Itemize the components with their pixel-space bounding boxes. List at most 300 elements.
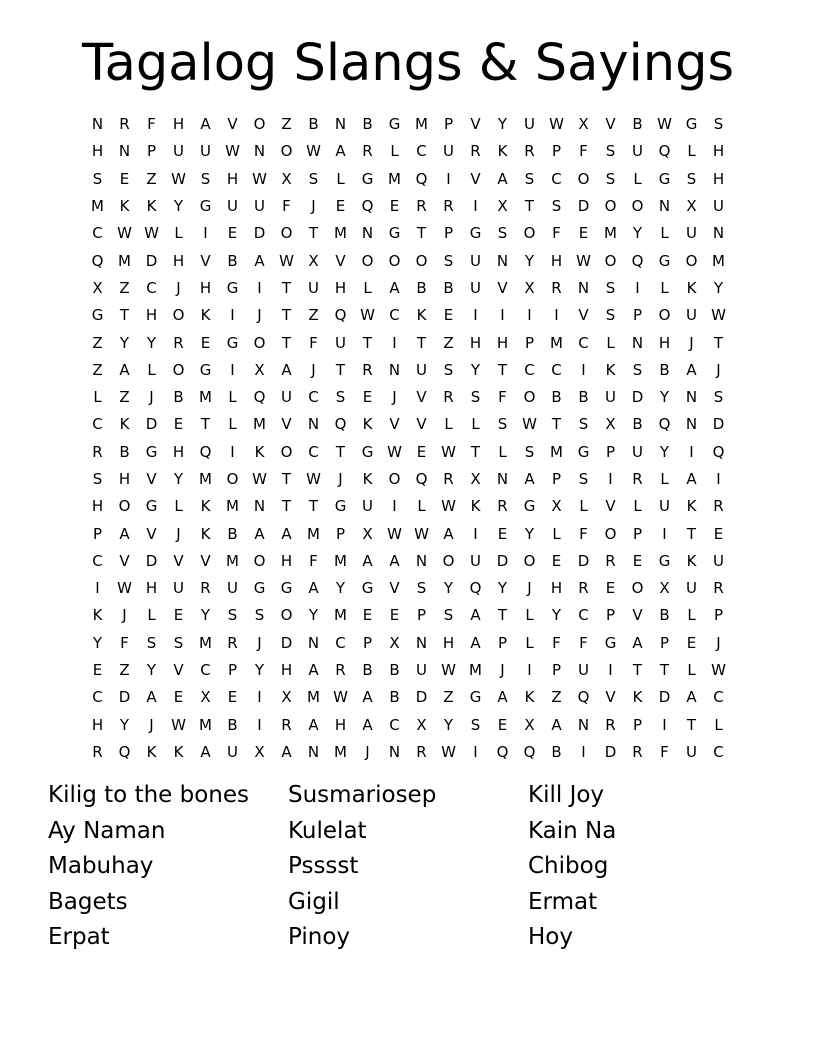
grid-cell: P bbox=[416, 606, 427, 625]
grid-cell: N bbox=[388, 360, 401, 379]
grid-cell: K bbox=[686, 278, 697, 297]
grid-cell: W bbox=[171, 169, 186, 188]
grid-cell: O bbox=[685, 251, 698, 270]
word-list-item: Pinoy bbox=[288, 924, 351, 951]
grid-cell: B bbox=[659, 606, 670, 625]
grid-cell: N bbox=[496, 470, 509, 488]
grid-cell: E bbox=[632, 551, 643, 570]
grid-cell: B bbox=[119, 442, 130, 461]
grid-cell: P bbox=[497, 633, 508, 652]
grid-cell: P bbox=[551, 142, 562, 161]
grid-cell: S bbox=[92, 470, 103, 488]
grid-cell: P bbox=[524, 333, 535, 352]
word-list-item: Ay Naman bbox=[48, 817, 166, 844]
grid-cell: I bbox=[257, 688, 262, 707]
grid-cell: A bbox=[686, 688, 697, 707]
grid-cell: E bbox=[578, 224, 589, 243]
grid-cell: P bbox=[335, 524, 346, 543]
grid-cell: Y bbox=[443, 579, 454, 598]
grid-cell: H bbox=[496, 333, 509, 352]
grid-cell: W bbox=[441, 442, 456, 461]
grid-cell: G bbox=[658, 169, 671, 188]
grid-cell: R bbox=[551, 278, 562, 297]
grid-row bbox=[84, 247, 732, 274]
grid-cell: I bbox=[257, 715, 262, 734]
grid-cell: M bbox=[388, 169, 401, 188]
grid-cell: L bbox=[687, 606, 696, 625]
grid-cell: R bbox=[497, 497, 508, 516]
grid-cell: N bbox=[577, 278, 590, 297]
grid-cell: A bbox=[470, 606, 481, 625]
grid-cell: C bbox=[416, 142, 427, 161]
grid-cell: T bbox=[281, 278, 292, 297]
grid-cell: E bbox=[389, 197, 400, 216]
grid-cell: X bbox=[551, 497, 562, 516]
grid-cell: U bbox=[335, 333, 346, 352]
grid-cell: H bbox=[712, 169, 725, 188]
grid-cell: H bbox=[712, 142, 725, 161]
grid-cell: K bbox=[524, 688, 535, 707]
grid-cell: E bbox=[443, 306, 454, 325]
grid-cell: C bbox=[335, 633, 346, 652]
grid-cell: O bbox=[415, 251, 428, 270]
grid-cell: V bbox=[497, 278, 508, 297]
grid-cell: A bbox=[686, 360, 697, 379]
grid-cell: B bbox=[173, 388, 184, 407]
grid-cell: R bbox=[362, 360, 373, 379]
grid-cell: K bbox=[605, 360, 616, 379]
grid-cell: Y bbox=[335, 579, 346, 598]
grid-cell: B bbox=[551, 388, 562, 407]
grid-cell: R bbox=[416, 197, 427, 216]
grid-cell: L bbox=[471, 415, 480, 434]
page-title: Tagalog Slangs & Sayings bbox=[81, 34, 735, 93]
grid-cell: M bbox=[199, 633, 212, 652]
grid-cell: C bbox=[200, 661, 211, 680]
word-list-item: Susmariosep bbox=[288, 782, 437, 808]
grid-cell: S bbox=[92, 169, 103, 188]
grid-cell: L bbox=[552, 524, 561, 543]
grid-cell: L bbox=[687, 142, 696, 161]
grid-cell: V bbox=[578, 306, 589, 325]
grid-cell: T bbox=[119, 306, 130, 325]
grid-cell: S bbox=[605, 306, 616, 325]
grid-cell: S bbox=[497, 415, 508, 434]
grid-cell: T bbox=[497, 360, 508, 379]
grid-cell: N bbox=[307, 633, 320, 652]
grid-cell: S bbox=[443, 606, 454, 625]
grid-cell: Y bbox=[524, 251, 535, 270]
grid-cell: I bbox=[473, 197, 478, 216]
grid-cell: P bbox=[227, 661, 238, 680]
grid-cell: E bbox=[497, 524, 508, 543]
grid-cell: R bbox=[632, 742, 643, 761]
grid-cell: G bbox=[469, 224, 482, 243]
grid-cell: Y bbox=[119, 333, 130, 352]
grid-cell: U bbox=[308, 278, 319, 297]
grid-cell: B bbox=[389, 688, 400, 707]
grid-cell: Q bbox=[361, 197, 374, 216]
grid-cell: I bbox=[554, 306, 559, 325]
grid-row bbox=[84, 630, 732, 657]
grid-cell: V bbox=[200, 551, 211, 570]
grid-cell: C bbox=[308, 388, 319, 407]
grid-cell: S bbox=[632, 360, 643, 379]
grid-cell: O bbox=[280, 606, 293, 625]
grid-cell: W bbox=[522, 415, 537, 434]
grid-cell: I bbox=[608, 661, 613, 680]
grid-cell: Y bbox=[470, 360, 481, 379]
grid-cell: T bbox=[713, 333, 724, 352]
grid-cell: W bbox=[441, 497, 456, 516]
grid-cell: A bbox=[389, 278, 400, 297]
grid-cell: J bbox=[311, 360, 316, 379]
grid-cell: S bbox=[686, 169, 697, 188]
grid-cell: V bbox=[173, 661, 184, 680]
grid-cell: Z bbox=[443, 688, 454, 707]
grid-cell: T bbox=[281, 306, 292, 325]
grid-cell: A bbox=[146, 688, 157, 707]
grid-cell: K bbox=[200, 306, 211, 325]
grid-cell: R bbox=[362, 142, 373, 161]
grid-cell: W bbox=[252, 470, 267, 488]
grid-cell: R bbox=[227, 633, 238, 652]
grid-cell: A bbox=[254, 251, 265, 270]
grid-cell: L bbox=[660, 470, 669, 488]
grid-cell: A bbox=[254, 524, 265, 543]
grid-cell: B bbox=[308, 115, 319, 134]
grid-cell: A bbox=[632, 633, 643, 652]
grid-cell: V bbox=[227, 115, 238, 134]
grid-cell: U bbox=[605, 388, 616, 407]
grid-cell: W bbox=[306, 470, 321, 488]
grid-cell: H bbox=[91, 142, 104, 161]
grid-cell: A bbox=[362, 688, 373, 707]
grid-cell: K bbox=[362, 470, 373, 488]
grid-cell: P bbox=[605, 606, 616, 625]
grid-cell: S bbox=[578, 470, 589, 488]
grid-cell: K bbox=[200, 524, 211, 543]
grid-cell: M bbox=[226, 497, 239, 516]
grid-cell: D bbox=[658, 688, 671, 707]
grid-cell: N bbox=[496, 251, 509, 270]
word-list-item: Kilig to the bones bbox=[48, 782, 250, 808]
grid-cell: B bbox=[578, 388, 589, 407]
grid-cell: S bbox=[497, 224, 508, 243]
grid-cell: W bbox=[387, 442, 402, 461]
grid-cell: F bbox=[552, 224, 561, 243]
grid-cell: W bbox=[657, 115, 672, 134]
word-list-item: Kain Na bbox=[528, 817, 617, 844]
grid-cell: J bbox=[176, 278, 181, 297]
grid-cell: W bbox=[333, 688, 348, 707]
grid-cell: Y bbox=[92, 633, 103, 652]
grid-cell: P bbox=[92, 524, 103, 543]
grid-cell: D bbox=[253, 224, 266, 243]
grid-cell: L bbox=[525, 633, 534, 652]
grid-cell: C bbox=[92, 224, 103, 243]
grid-cell: Q bbox=[253, 388, 266, 407]
word-list-item: Psssst bbox=[288, 853, 359, 880]
grid-cell: I bbox=[257, 278, 262, 297]
grid-cell: W bbox=[414, 524, 429, 543]
grid-cell: O bbox=[253, 333, 266, 352]
grid-cell: P bbox=[659, 633, 670, 652]
grid-cell: K bbox=[254, 442, 265, 461]
grid-cell: M bbox=[712, 251, 725, 270]
grid-row bbox=[84, 329, 732, 356]
grid-cell: G bbox=[685, 115, 698, 134]
grid-cell: E bbox=[200, 333, 211, 352]
grid-cell: P bbox=[146, 142, 157, 161]
grid-cell: A bbox=[362, 551, 373, 570]
grid-cell: O bbox=[172, 360, 185, 379]
grid-cell: Q bbox=[523, 742, 536, 761]
grid-cell: P bbox=[605, 442, 616, 461]
grid-cell: G bbox=[361, 169, 374, 188]
grid-cell: M bbox=[415, 115, 428, 134]
grid-cell: H bbox=[334, 715, 347, 734]
grid-cell: G bbox=[388, 115, 401, 134]
grid-cell: L bbox=[687, 661, 696, 680]
grid-cell: D bbox=[712, 415, 725, 434]
grid-cell: L bbox=[606, 333, 615, 352]
grid-cell: S bbox=[416, 579, 427, 598]
grid-cell: Y bbox=[200, 606, 211, 625]
grid-cell: M bbox=[199, 388, 212, 407]
grid-cell: W bbox=[144, 224, 159, 243]
grid-cell: A bbox=[281, 524, 292, 543]
grid-cell: E bbox=[686, 633, 697, 652]
grid-cell: G bbox=[253, 579, 266, 598]
grid-cell: V bbox=[146, 470, 157, 488]
grid-cell: O bbox=[604, 251, 617, 270]
grid-cell: I bbox=[95, 579, 100, 598]
grid-cell: S bbox=[443, 360, 454, 379]
grid-cell: F bbox=[309, 333, 318, 352]
grid-cell: Z bbox=[119, 278, 130, 297]
grid-cell: S bbox=[200, 169, 211, 188]
grid-cell: Z bbox=[146, 169, 157, 188]
word-list bbox=[48, 778, 788, 956]
grid-cell: X bbox=[389, 633, 400, 652]
grid-cell: M bbox=[334, 551, 347, 570]
grid-cell: S bbox=[605, 169, 616, 188]
grid-row bbox=[84, 166, 732, 193]
grid-cell: H bbox=[145, 579, 158, 598]
grid-cell: F bbox=[552, 633, 561, 652]
grid-cell: Z bbox=[119, 661, 130, 680]
grid-cell: H bbox=[280, 661, 293, 680]
grid-cell: T bbox=[470, 442, 481, 461]
grid-cell: Y bbox=[497, 579, 508, 598]
grid-cell: V bbox=[389, 415, 400, 434]
grid-cell: B bbox=[659, 360, 670, 379]
grid-cell: W bbox=[711, 306, 726, 325]
grid-cell: G bbox=[658, 551, 671, 570]
grid-cell: H bbox=[118, 470, 131, 488]
grid-cell: B bbox=[227, 251, 238, 270]
grid-cell: Q bbox=[496, 742, 509, 761]
grid-cell: V bbox=[281, 415, 292, 434]
grid-row bbox=[84, 684, 732, 711]
grid-cell: R bbox=[416, 742, 427, 761]
grid-cell: Y bbox=[713, 278, 724, 297]
grid-cell: V bbox=[335, 251, 346, 270]
grid-cell: H bbox=[280, 551, 293, 570]
grid-cell: T bbox=[632, 661, 643, 680]
grid-cell: A bbox=[308, 661, 319, 680]
grid-cell: S bbox=[551, 197, 562, 216]
grid-cell: Q bbox=[631, 251, 644, 270]
grid-cell: U bbox=[362, 497, 373, 516]
grid-cell: N bbox=[712, 224, 725, 243]
grid-cell: Y bbox=[254, 661, 265, 680]
grid-cell: E bbox=[173, 415, 184, 434]
grid-cell: L bbox=[714, 715, 723, 734]
grid-cell: I bbox=[689, 442, 694, 461]
grid-cell: I bbox=[635, 278, 640, 297]
grid-cell: U bbox=[713, 197, 724, 216]
grid-cell: L bbox=[525, 606, 534, 625]
grid-cell: H bbox=[199, 278, 212, 297]
grid-cell: M bbox=[334, 606, 347, 625]
grid-cell: V bbox=[605, 497, 616, 516]
grid-cell: O bbox=[280, 442, 293, 461]
grid-cell: Q bbox=[469, 579, 482, 598]
grid-cell: X bbox=[524, 278, 535, 297]
grid-cell: K bbox=[686, 497, 697, 516]
grid-cell: D bbox=[145, 251, 158, 270]
grid-cell: Q bbox=[91, 251, 104, 270]
grid-cell: A bbox=[362, 715, 373, 734]
grid-cell: E bbox=[362, 606, 373, 625]
word-list-item: Kill Joy bbox=[528, 782, 605, 808]
grid-cell: T bbox=[659, 661, 670, 680]
grid-row bbox=[84, 302, 732, 329]
grid-cell: B bbox=[632, 415, 643, 434]
grid-cell: L bbox=[498, 442, 507, 461]
grid-cell: I bbox=[392, 497, 397, 516]
grid-cell: V bbox=[389, 579, 400, 598]
grid-cell: Y bbox=[551, 606, 562, 625]
grid-cell: Y bbox=[119, 715, 130, 734]
grid-cell: Q bbox=[658, 142, 671, 161]
grid-cell: K bbox=[92, 606, 103, 625]
grid-cell: U bbox=[659, 497, 670, 516]
grid-cell: U bbox=[173, 142, 184, 161]
grid-cell: B bbox=[389, 661, 400, 680]
grid-cell: G bbox=[523, 497, 536, 516]
grid-cell: I bbox=[203, 224, 208, 243]
grid-cell: G bbox=[361, 579, 374, 598]
grid-cell: V bbox=[416, 415, 427, 434]
grid-cell: P bbox=[632, 715, 643, 734]
grid-cell: D bbox=[118, 688, 131, 707]
grid-cell: I bbox=[662, 524, 667, 543]
grid-cell: D bbox=[145, 415, 158, 434]
grid-cell: Q bbox=[415, 169, 428, 188]
grid-cell: I bbox=[473, 742, 478, 761]
grid-cell: Y bbox=[632, 224, 643, 243]
grid-cell: F bbox=[579, 633, 588, 652]
grid-cell: X bbox=[686, 197, 697, 216]
grid-cell: K bbox=[200, 497, 211, 516]
grid-cell: X bbox=[254, 742, 265, 761]
grid-cell: L bbox=[444, 415, 453, 434]
grid-cell: A bbox=[497, 169, 508, 188]
grid-cell: Y bbox=[497, 115, 508, 134]
grid-cell: B bbox=[227, 715, 238, 734]
grid-cell: K bbox=[173, 742, 184, 761]
grid-cell: N bbox=[253, 142, 266, 161]
grid-cell: I bbox=[392, 333, 397, 352]
grid-cell: Q bbox=[118, 742, 131, 761]
grid-row bbox=[84, 493, 732, 520]
grid-cell: S bbox=[335, 388, 346, 407]
grid-cell: J bbox=[122, 606, 127, 625]
grid-cell: H bbox=[172, 442, 185, 461]
grid-cell: P bbox=[632, 306, 643, 325]
grid-cell: T bbox=[200, 415, 211, 434]
grid-cell: R bbox=[605, 715, 616, 734]
grid-cell: J bbox=[338, 470, 343, 488]
grid-cell: W bbox=[711, 661, 726, 680]
grid-cell: M bbox=[118, 251, 131, 270]
grid-cell: Y bbox=[524, 524, 535, 543]
grid-cell: V bbox=[470, 115, 481, 134]
grid-cell: U bbox=[524, 115, 535, 134]
grid-cell: U bbox=[686, 306, 697, 325]
grid-cell: L bbox=[633, 169, 642, 188]
grid-cell: K bbox=[686, 551, 697, 570]
grid-cell: X bbox=[281, 169, 292, 188]
grid-cell: U bbox=[713, 551, 724, 570]
grid-cell: I bbox=[527, 661, 532, 680]
grid-cell: L bbox=[417, 497, 426, 516]
grid-cell: L bbox=[363, 278, 372, 297]
grid-cell: A bbox=[308, 715, 319, 734]
grid-cell: X bbox=[308, 251, 319, 270]
word-list-item: Bagets bbox=[48, 888, 128, 915]
grid-cell: C bbox=[551, 169, 562, 188]
grid-cell: N bbox=[685, 388, 698, 407]
grid-cell: R bbox=[92, 742, 103, 761]
grid-cell: G bbox=[334, 497, 347, 516]
grid-cell: G bbox=[577, 442, 590, 461]
grid-cell: K bbox=[470, 497, 481, 516]
grid-cell: T bbox=[416, 224, 427, 243]
grid-cell: M bbox=[91, 197, 104, 216]
grid-cell: N bbox=[388, 742, 401, 761]
grid-cell: U bbox=[443, 142, 454, 161]
grid-cell: O bbox=[388, 251, 401, 270]
grid-cell: A bbox=[443, 524, 454, 543]
grid-cell: P bbox=[362, 633, 373, 652]
grid-cell: C bbox=[551, 360, 562, 379]
grid-cell: R bbox=[119, 115, 130, 134]
grid-cell: U bbox=[200, 142, 211, 161]
grid-cell: O bbox=[253, 551, 266, 570]
grid-cell: X bbox=[659, 579, 670, 598]
grid-cell: B bbox=[551, 742, 562, 761]
grid-cell: U bbox=[227, 197, 238, 216]
grid-cell: O bbox=[577, 169, 590, 188]
grid-cell: E bbox=[551, 551, 562, 570]
grid-cell: P bbox=[443, 224, 454, 243]
grid-cell: E bbox=[119, 169, 130, 188]
grid-cell: J bbox=[149, 715, 154, 734]
